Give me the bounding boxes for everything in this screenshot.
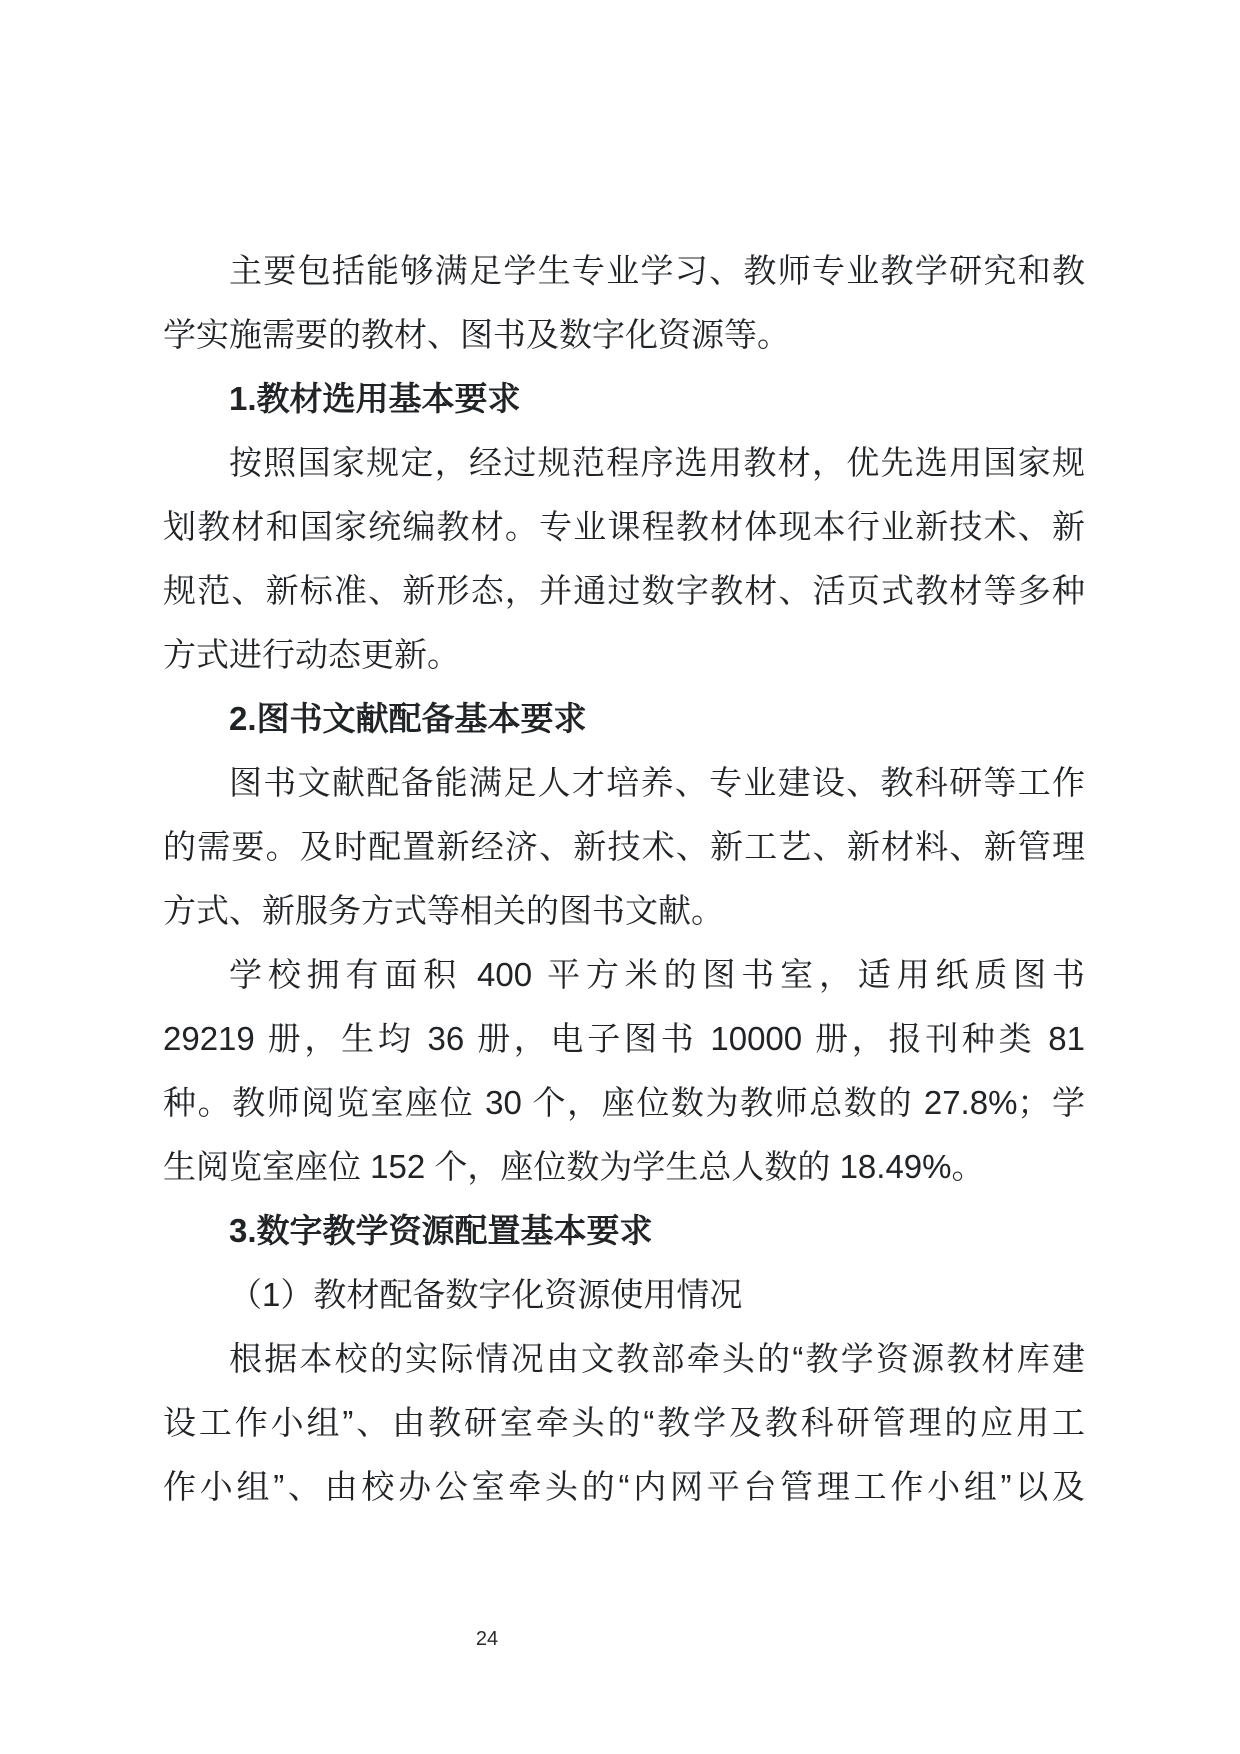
- heading-3-line-1: 3.数字教学资源配置基本要求: [229, 1212, 653, 1249]
- textbook-selection-paragraph-line-2: 划教材和国家统编教材。专业课程教材体现本行业新技术、新: [163, 508, 1085, 545]
- textbook-selection-paragraph-line-3: 规范、新标准、新形态，并通过数字教材、活页式教材等多种: [163, 572, 1085, 609]
- library-literature-paragraph-line-3: 方式、新服务方式等相关的图书文献。: [163, 892, 724, 929]
- page-number: 24: [475, 1628, 499, 1650]
- heading-1-line-1: 1.教材选用基本要求: [229, 380, 521, 417]
- library-literature-paragraph-line-2: 的需要。及时配置新经济、新技术、新工艺、新材料、新管理: [163, 828, 1085, 865]
- heading-2-line-1: 2.图书文献配备基本要求: [229, 700, 587, 737]
- library-statistics-paragraph-line-4: 生阅览室座位 152 个，座位数为学生总人数的 18.49%。: [163, 1148, 985, 1185]
- textbook-selection-paragraph-line-1: 按照国家规定，经过规范程序选用教材，优先选用国家规: [229, 444, 1085, 481]
- document-body: [163, 239, 1085, 1519]
- library-statistics-paragraph-line-1: 学校拥有面积 400 平方米的图书室，适用纸质图书: [229, 956, 1085, 993]
- library-statistics-paragraph-line-2: 29219 册，生均 36 册，电子图书 10000 册，报刊种类 81: [163, 1020, 1085, 1057]
- intro-paragraph-line-1: 主要包括能够满足学生专业学习、教师专业教学研究和教: [229, 252, 1085, 289]
- textbook-selection-paragraph-line-4: 方式进行动态更新。: [163, 636, 460, 673]
- subheading-3-1-line-1: （1）教材配备数字化资源使用情况: [229, 1276, 743, 1313]
- library-literature-paragraph-line-1: 图书文献配备能满足人才培养、专业建设、教科研等工作: [229, 764, 1085, 801]
- digital-resources-paragraph-line-1: 根据本校的实际情况由文教部牵头的“教学资源教材库建: [229, 1340, 1085, 1377]
- digital-resources-paragraph-line-2: 设工作小组”、由教研室牵头的“教学及教科研管理的应用工: [163, 1404, 1085, 1441]
- library-statistics-paragraph-line-3: 种。教师阅览室座位 30 个，座位数为教师总数的 27.8%；学: [163, 1084, 1085, 1121]
- intro-paragraph-line-2: 学实施需要的教材、图书及数字化资源等。: [163, 316, 790, 353]
- digital-resources-paragraph-line-3: 作小组”、由校办公室牵头的“内网平台管理工作小组”以及: [163, 1468, 1085, 1505]
